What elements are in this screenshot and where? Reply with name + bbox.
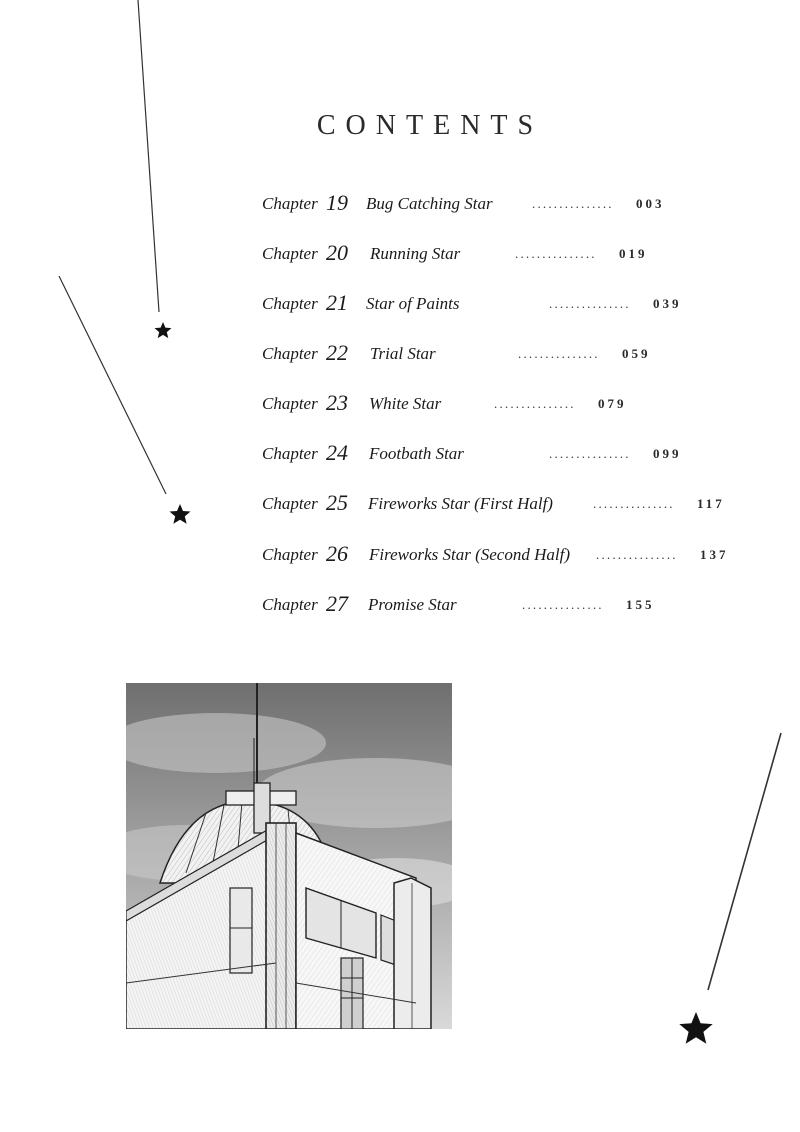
dot-leader: ............... (522, 597, 604, 612)
dot-leader: ............... (549, 446, 631, 461)
toc-entry[interactable] (0, 290, 800, 320)
chapter-number: 26 (326, 541, 348, 566)
page-number: 039 (653, 296, 682, 311)
page-number: 137 (700, 547, 729, 562)
toc-entry[interactable] (0, 541, 800, 571)
chapter-number: 19 (326, 190, 348, 215)
star-icon (679, 1012, 712, 1044)
chapter-title: Star of Paints (366, 294, 460, 313)
chapter-number: 27 (326, 591, 348, 616)
toc-entry[interactable] (0, 340, 800, 370)
page-number: 019 (619, 246, 648, 261)
page-number: 117 (697, 496, 725, 511)
toc-entry[interactable] (0, 490, 800, 520)
chapter-title: Fireworks Star (Second Half) (369, 545, 570, 564)
chapter-label: Chapter (262, 444, 318, 463)
chapter-label: Chapter (262, 294, 318, 313)
page-number: 155 (626, 597, 655, 612)
chapter-label: Chapter (262, 545, 318, 564)
chapter-label: Chapter (262, 394, 318, 413)
chapter-label: Chapter (262, 494, 318, 513)
chapter-number: 25 (326, 490, 348, 515)
toc-entry[interactable] (0, 240, 800, 270)
chapter-number: 21 (326, 290, 348, 315)
toc-entry[interactable] (0, 190, 800, 220)
chapter-number: 24 (326, 440, 348, 465)
page-number: 079 (598, 396, 627, 411)
dot-leader: ............... (532, 196, 614, 211)
chapter-title: Promise Star (368, 595, 457, 614)
page-number: 003 (636, 196, 665, 211)
chapter-number: 23 (326, 390, 348, 415)
dot-leader: ............... (515, 246, 597, 261)
toc-entry[interactable] (0, 440, 800, 470)
chapter-title: Fireworks Star (First Half) (368, 494, 553, 513)
dot-leader: ............... (596, 547, 678, 562)
chapter-title: Footbath Star (369, 444, 464, 463)
chapter-title: Trial Star (370, 344, 436, 363)
chapter-label: Chapter (262, 194, 318, 213)
toc-entry[interactable] (0, 390, 800, 420)
chapter-label: Chapter (262, 244, 318, 263)
dot-leader: ............... (518, 346, 600, 361)
chapter-title: Bug Catching Star (366, 194, 493, 213)
page-number: 099 (653, 446, 682, 461)
chapter-label: Chapter (262, 595, 318, 614)
observatory-building-illustration (126, 683, 452, 1029)
page-number: 059 (622, 346, 651, 361)
toc-entry[interactable] (0, 591, 800, 621)
chapter-title: Running Star (370, 244, 461, 263)
dot-leader: ............... (549, 296, 631, 311)
dot-leader: ............... (494, 396, 576, 411)
chapter-title: White Star (369, 394, 442, 413)
dot-leader: ............... (593, 496, 675, 511)
chapter-label: Chapter (262, 344, 318, 363)
chapter-number: 22 (326, 340, 348, 365)
chapter-number: 20 (326, 240, 348, 265)
page-title: CONTENTS (316, 110, 544, 141)
